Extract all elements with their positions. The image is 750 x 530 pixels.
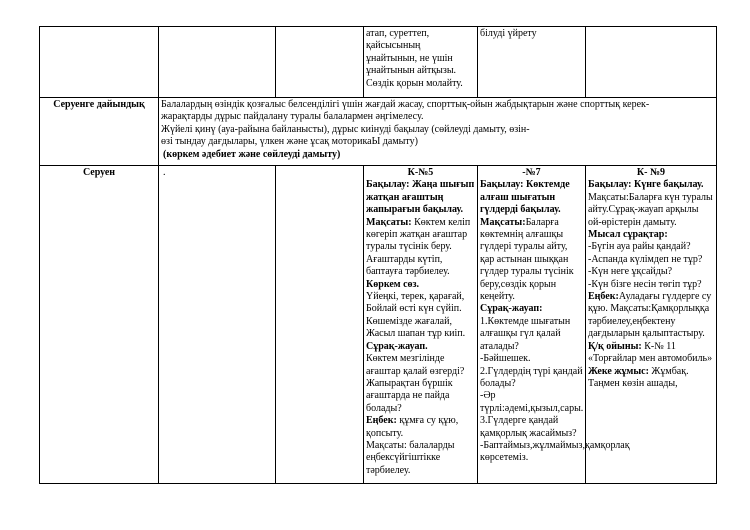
activity-line (588, 179, 714, 191)
activity-line (480, 179, 583, 216)
cell-line: білуді үйрету (480, 28, 537, 39)
table-cell (159, 27, 276, 98)
activity-line (366, 353, 475, 415)
row-label-walk: Серуен (40, 166, 159, 484)
table-row (40, 98, 717, 166)
walk-col-4 (364, 166, 478, 484)
activity-heading: Қ/қ ойыны: (588, 340, 642, 352)
activity-line (366, 341, 475, 353)
activity-heading: Көркем сөз. (366, 278, 420, 290)
activity-heading: Бақылау: Көктемде алғаш шығатын гүлдерді бақылау. (480, 179, 570, 216)
activity-heading: К-№5 (407, 167, 434, 178)
activity-text: Көктем келіп көгеріп жатқан ағаштар туралы түсінік беру. Ағаштарды күтіп, баптауға тәрбиелеу. (366, 216, 471, 278)
activity-text: -Күн бізге несін төгіп тұр? (588, 278, 702, 290)
activity-text: -Бәйшешек. (480, 353, 531, 365)
walk-col-6 (586, 166, 717, 484)
table-cell (478, 27, 586, 98)
activity-text: Үйеңкі, терек, қарағай, Бойлай өсті күн сүйіп. Көшемізде жағалай, Жасыл шапан тұр киіп. (366, 291, 466, 340)
activity-heading: Бақылау: Жаңа шығып жатқан ағаштың жапырағын бақылау. (366, 179, 475, 216)
table-cell (586, 27, 717, 98)
activity-line (588, 266, 714, 278)
walk-prep-content (159, 98, 717, 166)
cell-line: ұнайтынын айтқызы. (366, 65, 457, 77)
activity-heading: Мысал сұрақтар: (588, 229, 668, 241)
cell-line: ұнайтынын, не үшін (366, 52, 453, 64)
activity-heading: Мақсаты: (480, 216, 526, 228)
activity-text: Баларға көктемнің алғашқы гүлдері туралы айту, қар астынан шыққан гүлдер туралы түсінік беру,сөздік қорын кеңейту. (480, 216, 574, 303)
activity-line (480, 415, 583, 440)
activity-line (588, 254, 714, 266)
content-line: өзі тындау дағдылары, үлкен және ұсақ моторикаЫ дамыту) (161, 136, 418, 148)
activity-heading: Мақсаты: (366, 216, 412, 228)
activity-text: Мақсаты: балаларды еңбексүйгіштікке тәрбиелеу. (366, 439, 455, 476)
table-row (40, 27, 717, 98)
daily-plan-table (39, 26, 717, 484)
activity-line (480, 439, 630, 465)
activity-line (366, 217, 475, 279)
activity-text: Ауладағы гүлдерге су құю. Мақсаты:Қамқорлыққа тәрбиелеу,еңбектену дағдыларын қалыптастыру. (588, 291, 712, 340)
activity-line (366, 179, 475, 216)
content-line: Жүйелі қинү (ауа-райына байланысты), дұрыс киінуді бақылау (сөйлеуді дамыту, өзін- (161, 123, 530, 135)
activity-line (366, 415, 475, 440)
activity-line (480, 366, 583, 391)
activity-line (480, 353, 583, 365)
content-bold-line: (көркем әдебиет және сөйлеуді дамыту) (163, 148, 341, 160)
activity-line (588, 167, 714, 179)
activity-line (366, 440, 475, 477)
activity-line (480, 217, 583, 304)
activity-line (480, 316, 583, 353)
activity-line (480, 167, 583, 179)
table-cell (276, 166, 364, 484)
activity-heading: -№7 (522, 167, 541, 178)
activity-heading: Еңбек: (366, 415, 397, 427)
activity-text: Мақсаты:Баларға күн туралы айту.Сұрақ-жауап арқылы ой-өрістерін дамыту. (588, 191, 713, 228)
table-cell (364, 27, 478, 98)
activity-heading: Еңбек: (588, 291, 619, 303)
activity-text: -Әр түрлі:әдемі,қызыл,сары. (480, 390, 584, 414)
activity-text: Көктем мезгілінде ағаштар қалай өзгерді? Жапырақтан бүршік ағаштарда не пайда болады? (366, 353, 465, 414)
activity-line (480, 303, 583, 315)
activity-text: -Аспанда күлімдеп не тұр? (588, 253, 703, 265)
activity-line (588, 279, 714, 291)
cell-line: атап, суреттеп, (366, 28, 430, 39)
activity-heading: Жеке жұмыс: (588, 365, 649, 377)
activity-text: 2.Гүлдердің түрі қандай болады? (480, 365, 583, 389)
activity-line (366, 279, 475, 291)
activity-line (366, 167, 475, 179)
activity-text: Жұмбақ. Таңмен көзін ашады, (588, 365, 689, 389)
activity-line (588, 291, 714, 341)
content-line: жарақтарды дұрыс пайдалану туралы балалармен әңгімелесу. (161, 111, 424, 123)
activity-heading: Сұрақ-жауап: (480, 303, 543, 315)
table-cell (40, 27, 159, 98)
activity-line (480, 390, 583, 415)
activity-line (588, 241, 714, 253)
activity-text: құмға су құю, қопсыту. (366, 415, 459, 439)
content-line: Балалардың өзіндік қозғалыс белсенділігі үшін жағдай жасау, спорттық-ойын жабдықтарын және спорттық керек- (161, 99, 650, 110)
activity-text: -Бүгін ауа райы қандай? (588, 241, 691, 253)
activity-line (366, 291, 475, 341)
cell-line: қайсысының (366, 40, 421, 52)
activity-text: -Баптаймыз,жұлмаймыз,қамқорлақ көрсетеміз. (480, 439, 630, 464)
activity-line (588, 229, 714, 241)
activity-text: 1.Көктемде шығатын алғашқы гүл қалай аталады? (480, 315, 571, 352)
table-cell (276, 27, 364, 98)
activity-heading: Сұрақ-жауап. (366, 340, 428, 352)
table-cell: . (159, 166, 276, 484)
activity-text: 3.Гүлдерге қандай қамқорлық жасаймыз? (480, 415, 577, 439)
activity-heading: Бақылау: Күнге бақылау. (588, 179, 704, 191)
activity-line (588, 366, 714, 391)
activity-heading: К- №9 (636, 167, 666, 178)
activity-text: -Күн неге ұқсайды? (588, 266, 673, 278)
activity-text: К-№ 11 «Торғайлар мен автомобиль» (588, 340, 713, 365)
cell-line: Сөздік қорын молайту. (366, 77, 463, 89)
activity-line (588, 192, 714, 229)
row-label-walk-prep: Серуенге дайындық (40, 98, 159, 166)
activity-line (588, 341, 714, 366)
table-row (40, 166, 717, 484)
